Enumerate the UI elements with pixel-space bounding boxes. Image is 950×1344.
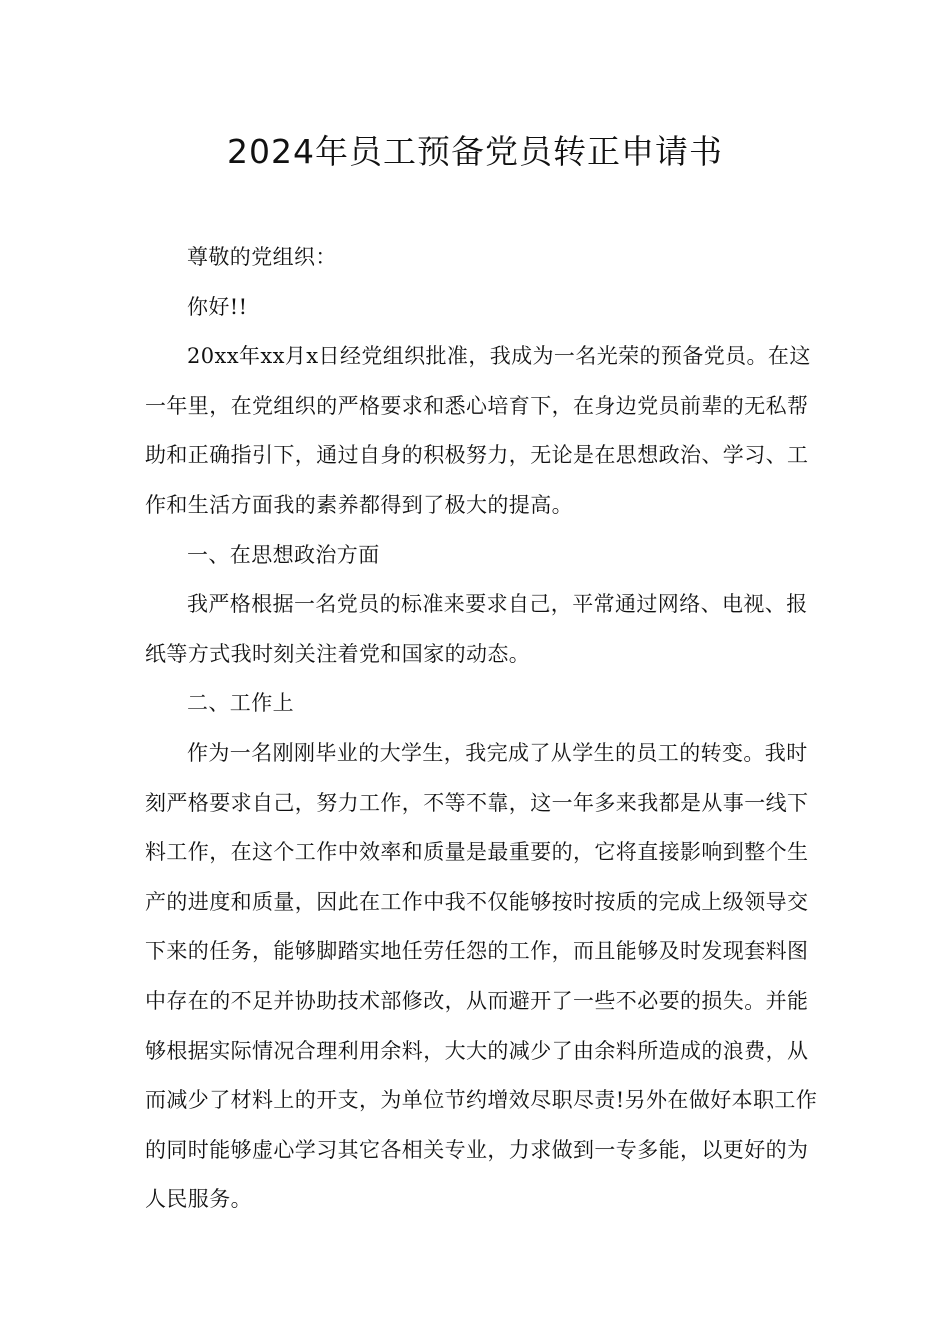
work-paragraph: 作为一名刚刚毕业的大学生，我完成了从学生的员工的转变。我时刻严格要求自己，努力工作，不等不靠，这一年多来我都是从事一线下料工作，在这个工作中效率和质量是最重要的，它将直接影响到整个生产的进度和质量，因此在工作中我不仅能够按时按质的完成上级领导交下来的任务，能够脚踏实地任劳任怨的工作，而且能够及时发现套料图中存在的不足并协助技术部修改，从而避开了一些不必要的损失。并能够根据实际情况合理利用余料，大大的减少了由余料所造成的浪费，从而减少了材料上的开支，为单位节约增效尽职尽责!另外在做好本职工作的同时能够虚心学习其它各相关专业，力求做到一专多能，以更好的为人民服务。: [145, 740, 818, 1212]
salutation: 尊敬的党组织：: [187, 245, 337, 269]
intro-paragraph: 20xx年xx月x日经党组织批准，我成为一名光荣的预备党员。在这一年里，在党组织的严格要求和悉心培育下，在身边党员前辈的无私帮助和正确指引下，通过自身的积极努力，无论是在思想政治、学习、工作和生活方面我的素养都得到了极大的提高。: [145, 344, 811, 517]
section-heading-political: 一、在思想政治方面: [187, 542, 380, 567]
greeting: 你好!!: [187, 294, 248, 319]
document-title: 2024年员工预备党员转正申请书: [227, 132, 723, 171]
political-paragraph: 我严格根据一名党员的标准来要求自己，平常通过网络、电视、报纸等方式我时刻关注着党和国家的动态。: [145, 592, 808, 666]
document-body: [145, 233, 825, 1225]
section-heading-work: 二、工作上: [187, 691, 294, 716]
